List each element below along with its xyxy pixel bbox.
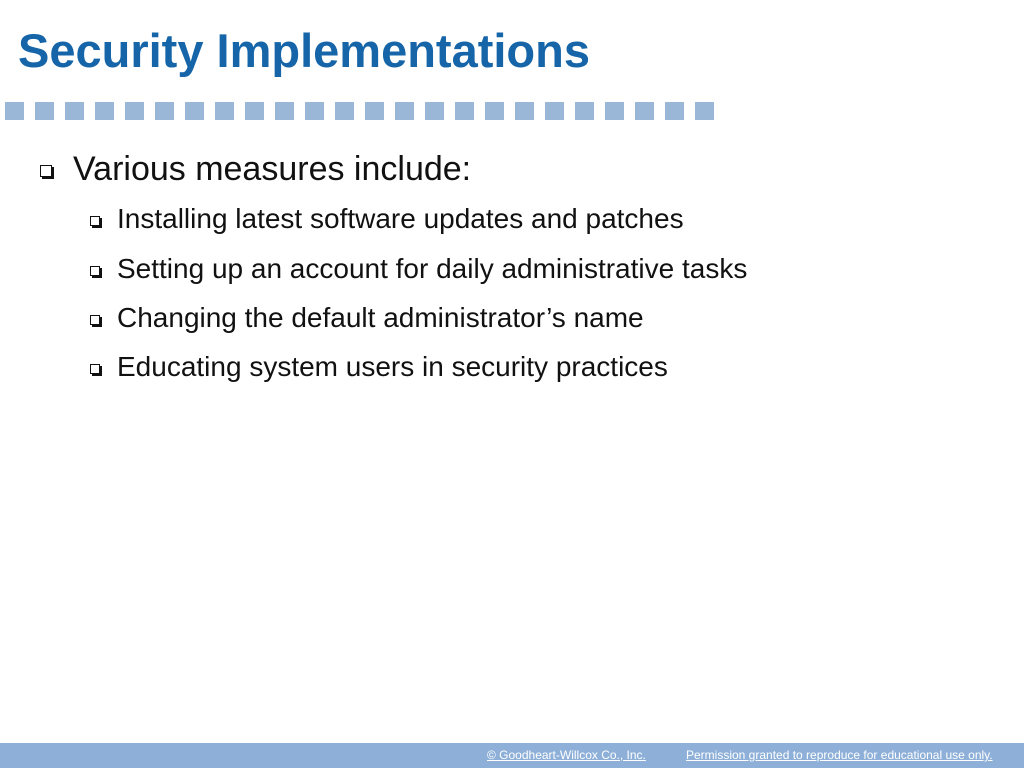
divider-square bbox=[125, 102, 144, 120]
divider-square bbox=[575, 102, 594, 120]
sub-bullet bbox=[90, 300, 644, 336]
divider-square bbox=[215, 102, 234, 120]
sub-bullet-text: Installing latest software updates and patches bbox=[117, 203, 684, 234]
sub-bullet bbox=[90, 201, 684, 237]
divider-square bbox=[95, 102, 114, 120]
sub-bullet bbox=[90, 349, 668, 385]
sub-bullet-text: Changing the default administrator’s name bbox=[117, 302, 644, 333]
main-bullet bbox=[40, 148, 471, 190]
divider-square bbox=[425, 102, 444, 120]
hollow-square-bullet-icon bbox=[90, 216, 100, 226]
divider-square bbox=[5, 102, 24, 120]
divider-square bbox=[515, 102, 534, 120]
divider-square bbox=[335, 102, 354, 120]
divider-square bbox=[485, 102, 504, 120]
main-bullet-text: Various measures include: bbox=[73, 150, 472, 188]
divider-square bbox=[305, 102, 324, 120]
copyright-link[interactable]: © Goodheart-Willcox Co., Inc. bbox=[487, 748, 646, 762]
divider-square bbox=[695, 102, 714, 120]
divider-square bbox=[635, 102, 654, 120]
divider-square bbox=[455, 102, 474, 120]
divider-square bbox=[605, 102, 624, 120]
divider-square bbox=[245, 102, 264, 120]
divider-square bbox=[65, 102, 84, 120]
hollow-square-bullet-icon bbox=[90, 266, 100, 276]
divider-square bbox=[365, 102, 384, 120]
permission-link[interactable]: Permission granted to reproduce for educational use only. bbox=[686, 748, 993, 762]
divider-square bbox=[275, 102, 294, 120]
sub-bullet bbox=[90, 251, 747, 287]
divider-square bbox=[185, 102, 204, 120]
sub-bullet-text: Setting up an account for daily administrative tasks bbox=[117, 253, 748, 284]
divider-square bbox=[395, 102, 414, 120]
title-divider bbox=[0, 102, 720, 120]
divider-square bbox=[35, 102, 54, 120]
footer-bar bbox=[0, 743, 1024, 768]
sub-bullet-text: Educating system users in security practices bbox=[117, 351, 668, 382]
divider-square bbox=[155, 102, 174, 120]
slide-title: Security Implementations bbox=[18, 24, 590, 77]
divider-square bbox=[665, 102, 684, 120]
hollow-square-bullet-icon bbox=[90, 364, 100, 374]
hollow-square-bullet-icon bbox=[40, 165, 52, 177]
hollow-square-bullet-icon bbox=[90, 315, 100, 325]
divider-square bbox=[545, 102, 564, 120]
